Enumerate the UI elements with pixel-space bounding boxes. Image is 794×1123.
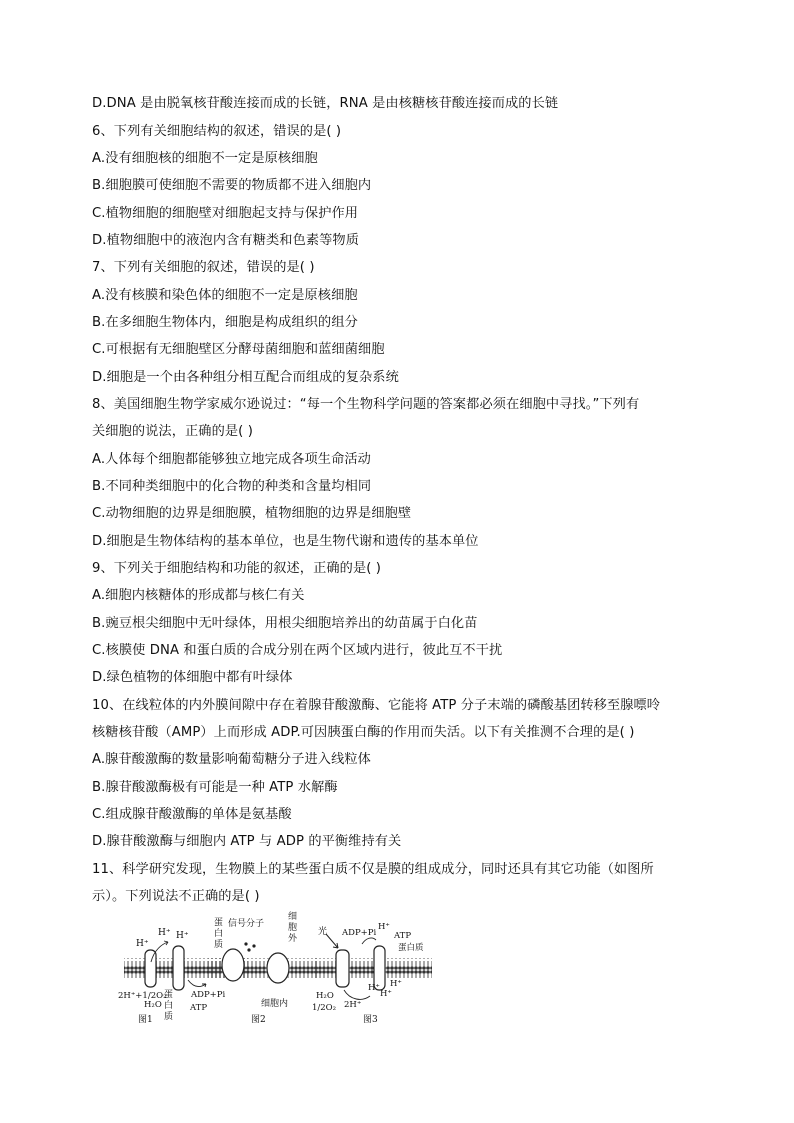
signal-molecule-dot-2 (252, 944, 255, 947)
fig1-reaction: 2H⁺+1/2O₂ (118, 991, 167, 1001)
fig2-protein-3: 质 (214, 940, 224, 950)
question-8-cont: 关细胞的说法，正确的是( ) (92, 424, 253, 439)
question-10-cont: 核糖核苷酸（AMP）上而形成 ADP.可因胰蛋白酶的作用而失活。以下有关推测不合理的是( ) (92, 725, 635, 740)
q8-option-c: C.动物细胞的边界是细胞膜，植物细胞的边界是细胞壁 (92, 506, 412, 521)
fig3-h-3: H⁺ (390, 979, 402, 989)
fig2-caption: 图2 (251, 1015, 266, 1025)
fig1-water: H₂O (144, 1000, 162, 1010)
fig1-h-top-1: H⁺ (158, 928, 171, 938)
fig2-outside-3: 外 (288, 934, 298, 944)
fig1-h-left: H⁺ (136, 939, 149, 949)
fig1-h-top-2: H⁺ (176, 931, 189, 941)
receptor-protein-right (267, 953, 289, 983)
fig3-atp: ATP (394, 931, 412, 941)
fig3-adp: ADP+Pi (342, 928, 377, 938)
membrane-protein-figure (118, 910, 598, 1025)
fig1-caption: 图1 (138, 1015, 153, 1025)
figure-2 (208, 911, 318, 1025)
arrow-adp-atp-3 (362, 938, 376, 944)
q6-option-c: C.植物细胞的细胞壁对细胞起支持与保护作用 (92, 206, 359, 221)
q6-option-b: B.细胞膜可使细胞不需要的物质都不进入细胞内 (92, 178, 372, 193)
q7-option-c: C.可根据有无细胞壁区分酵母菌细胞和蓝细菌细胞 (92, 342, 385, 357)
fig3-oxygen: 1/2O₂ (312, 1003, 337, 1013)
q6-option-a: A.没有细胞核的细胞不一定是原核细胞 (92, 151, 318, 166)
fig2-outside-1: 细 (288, 912, 298, 922)
fig3-h-top: H⁺ (378, 922, 390, 932)
fig3-h-4: 2H⁺ (344, 1000, 362, 1010)
protein-shape-3a (336, 950, 349, 987)
fig1-protein-2: 白 (164, 1001, 174, 1011)
q9-option-d: D.绿色植物的体细胞中都有叶绿体 (92, 670, 293, 685)
fig3-light: 光 (318, 927, 328, 937)
q7-option-a: A.没有核膜和染色体的细胞不一定是原核细胞 (92, 288, 358, 303)
fig2-outside-2: 胞 (288, 923, 298, 933)
protein-shape-1b (173, 946, 184, 990)
q8-option-a: A.人体每个细胞都能够独立地完成各项生命活动 (92, 452, 371, 467)
q8-option-b: B.不同种类细胞中的化合物的种类和含量均相同 (92, 479, 372, 494)
q10-option-b: B.腺苷酸激酶极有可能是一种 ATP 水解酶 (92, 780, 338, 795)
arrow-water-3 (344, 990, 370, 999)
receptor-protein-left (222, 949, 244, 981)
q7-option-b: B.在多细胞生物体内，细胞是构成组织的组分 (92, 315, 358, 330)
question-11-cont: 示）。下列说法不正确的是( ) (92, 889, 260, 904)
question-9: 9、下列关于细胞结构和功能的叙述，正确的是( ) (92, 561, 382, 576)
fig2-inside: 细胞内 (261, 999, 289, 1009)
q10-option-a: A.腺苷酸激酶的数量影响葡萄糖分子进入线粒体 (92, 752, 371, 767)
question-10: 10、在线粒体的内外膜间隙中存在着腺苷酸激酶、它能将 ATP 分子末端的磷酸基团转移至腺嘌呤 (92, 698, 661, 713)
q9-option-c: C.核膜使 DNA 和蛋白质的合成分别在两个区域内进行，彼此互不干扰 (92, 643, 503, 658)
q6-option-d: D.植物细胞中的液泡内含有糖类和色素等物质 (92, 233, 360, 248)
fig3-protein: 蛋白质 (398, 943, 424, 953)
q10-option-c: C.组成腺苷酸激酶的单体是氨基酸 (92, 807, 292, 822)
question-8: 8、美国细胞生物学家威尔逊说过：“每一个生物科学问题的答案都必须在细胞中寻找。”下列有 (92, 397, 640, 412)
fig3-h-2: H⁺ (380, 989, 392, 999)
q9-option-a: A.细胞内核糖体的形成都与核仁有关 (92, 588, 305, 603)
q8-option-d: D.细胞是生物体结构的基本单位，也是生物代谢和遗传的基本单位 (92, 534, 479, 549)
fig3-water: H₂O (316, 991, 334, 1001)
fig3-h-1: H⁺ (368, 983, 380, 993)
fig2-protein-1: 蛋 (214, 918, 224, 928)
fig1-adp: ADP+Pi (191, 990, 226, 1000)
signal-molecule-dot-1 (244, 942, 247, 945)
fig2-signal: 信号分子 (228, 919, 265, 929)
question-11: 11、科学研究发现，生物膜上的某些蛋白质不仅是膜的组成成分，同时还具有其它功能（如图所 (92, 862, 654, 877)
question-7: 7、下列有关细胞的叙述，错误的是( ) (92, 260, 315, 275)
fig1-protein-3: 质 (164, 1012, 174, 1022)
q10-option-d: D.腺苷酸激酶与细胞内 ATP 与 ADP 的平衡维持有关 (92, 834, 402, 849)
fig1-atp: ATP (190, 1003, 208, 1013)
arrow-adp-atp (188, 980, 206, 987)
q9-option-b: B.豌豆根尖细胞中无叶绿体，用根尖细胞培养出的幼苗属于白化苗 (92, 616, 478, 631)
fig1-protein-1: 蛋 (164, 990, 174, 1000)
q7-option-d: D.细胞是一个由各种组分相互配合而组成的复杂系统 (92, 370, 399, 385)
fig3-caption: 图3 (363, 1015, 378, 1025)
membrane-bilayer-3 (314, 958, 432, 978)
figure-3 (312, 922, 432, 1025)
protein-shape-1a (145, 950, 156, 987)
fig2-protein-2: 白 (214, 929, 224, 939)
question-6: 6、下列有关细胞结构的叙述，错误的是( ) (92, 124, 342, 139)
figure-svg (118, 910, 598, 1025)
signal-molecule-dot-3 (247, 948, 250, 951)
light-arrow (326, 934, 338, 948)
text-line-1: D.DNA 是由脱氧核苷酸连接而成的长链，RNA 是由核糖核苷酸连接而成的长链 (92, 96, 559, 111)
